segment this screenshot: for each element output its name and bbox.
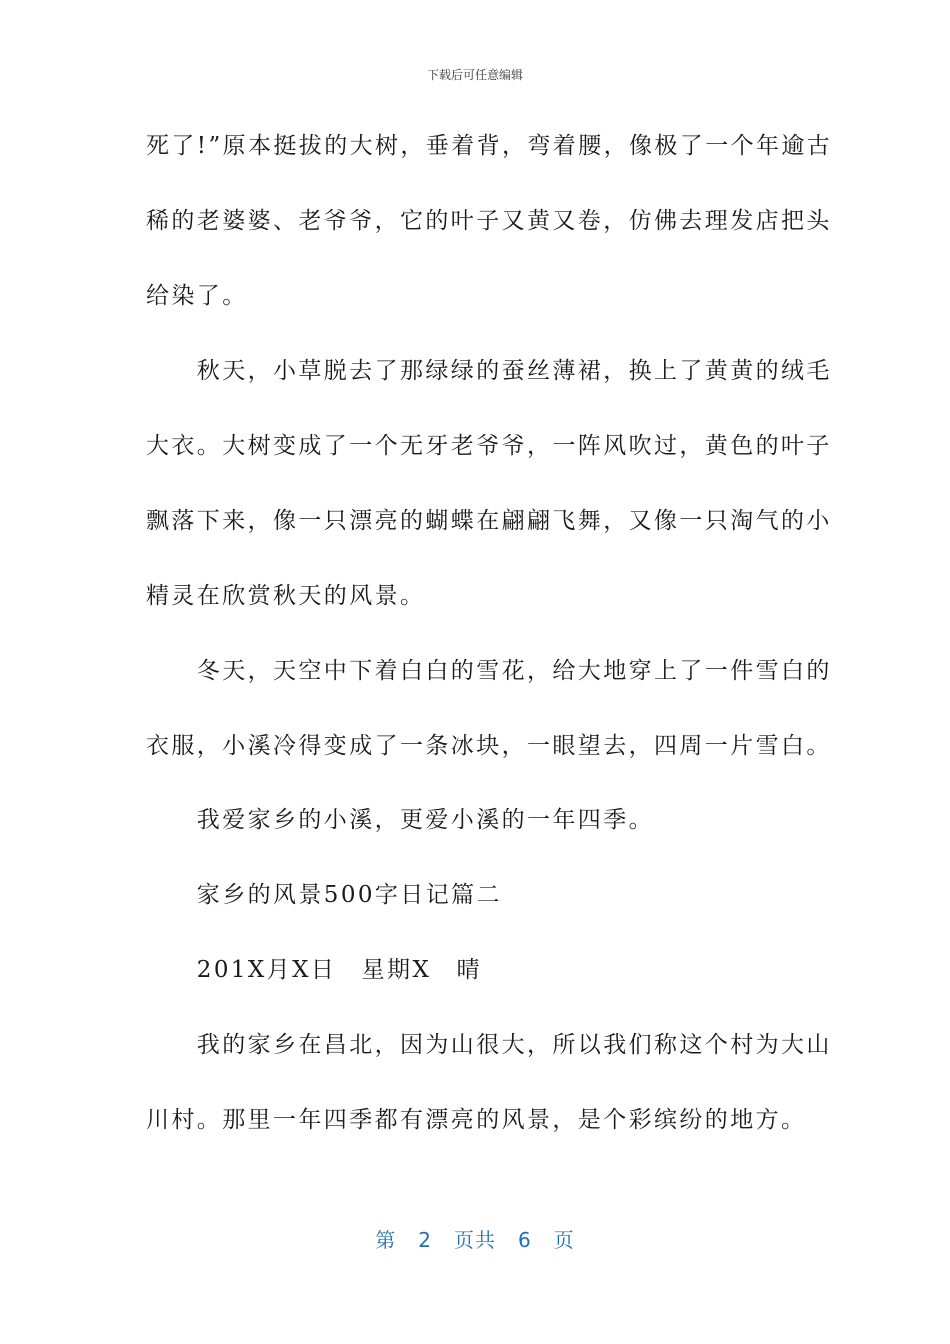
body-line: 川村。那里一年四季都有漂亮的风景，是个彩缤纷的地方。 <box>146 1107 807 1133</box>
body-line: 我爱家乡的小溪，更爱小溪的一年四季。 <box>146 807 654 833</box>
body-line: 给染了。 <box>146 283 248 309</box>
body-line: 家乡的风景500字日记篇二 <box>146 882 502 908</box>
footer-suffix: 页 <box>553 1228 575 1252</box>
page-header: 下载后可任意编辑 <box>426 68 523 82</box>
footer-page-number: 2 <box>418 1228 432 1252</box>
body-line: 我的家乡在昌北，因为山很大，所以我们称这个村为大山 <box>146 1032 832 1058</box>
footer-prefix: 第 <box>375 1228 397 1252</box>
footer-middle: 页共 <box>454 1228 496 1252</box>
page-footer <box>0 1224 950 1253</box>
body-line: 秋天，小草脱去了那绿绿的蚕丝薄裙，换上了黄黄的绒毛 <box>146 358 832 384</box>
body-line: 稀的老婆婆、老爷爷，它的叶子又黄又卷，仿佛去理发店把头 <box>146 208 832 234</box>
body-line: 冬天，天空中下着白白的雪花，给大地穿上了一件雪白的 <box>146 658 832 684</box>
body-line: 精灵在欣赏秋天的风景。 <box>146 583 426 609</box>
body-line: 衣服，小溪冷得变成了一条冰块，一眼望去，四周一片雪白。 <box>146 733 832 759</box>
body-line: 飘落下来，像一只漂亮的蝴蝶在翩翩飞舞，又像一只淘气的小 <box>146 508 832 534</box>
body-line: 大衣。大树变成了一个无牙老爷爷，一阵风吹过，黄色的叶子 <box>146 433 832 459</box>
body-line: 死了!”原本挺拔的大树，垂着背，弯着腰，像极了一个年逾古 <box>146 133 833 159</box>
body-line: 201X月X日 星期X 晴 <box>146 957 483 983</box>
footer-total-pages: 6 <box>518 1228 532 1252</box>
